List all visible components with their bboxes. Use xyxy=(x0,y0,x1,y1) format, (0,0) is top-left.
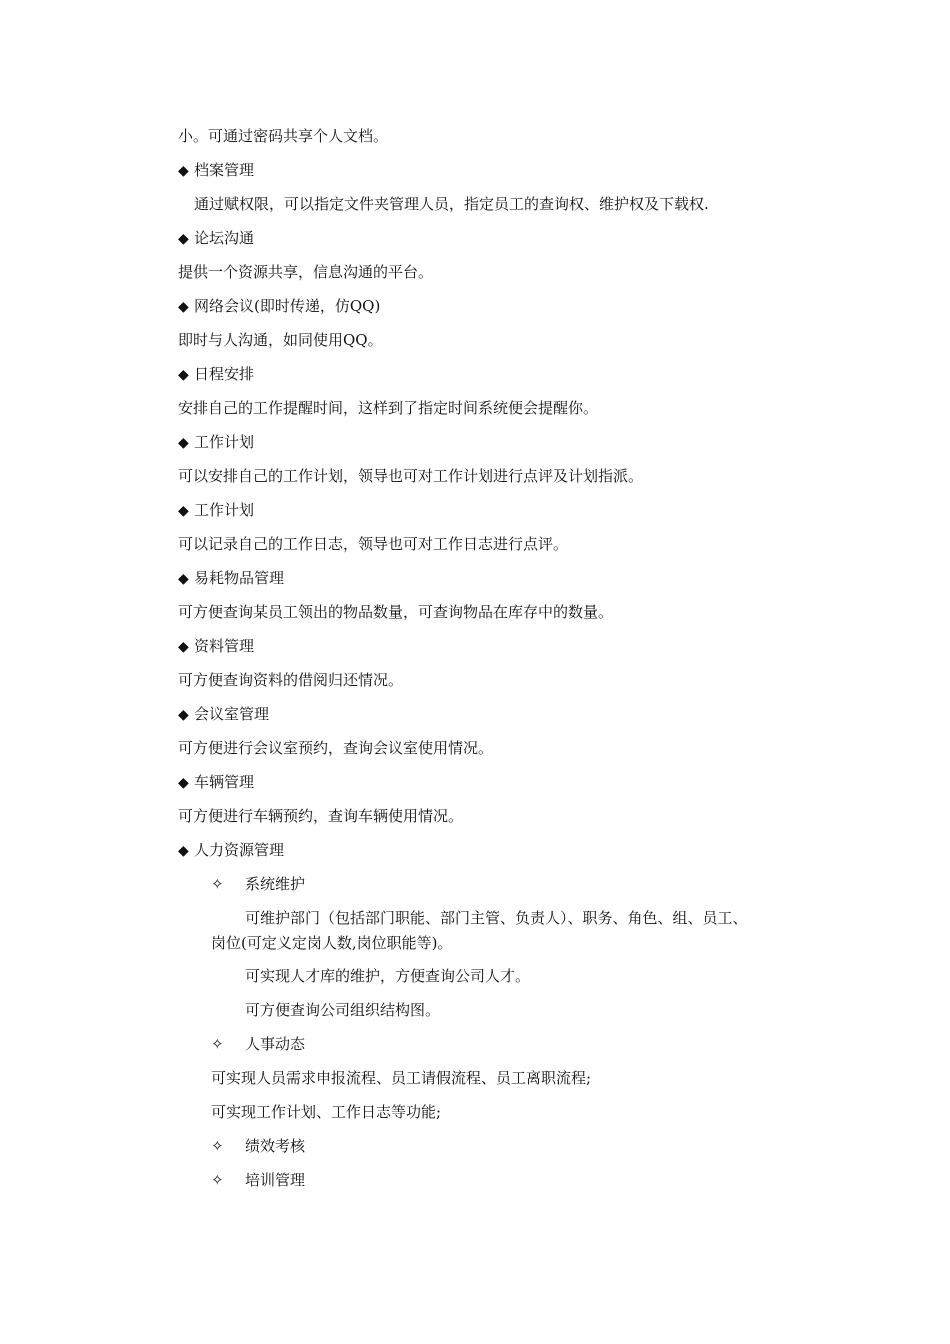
section-title: 日程安排 xyxy=(194,365,255,383)
section-desc: 可方便查询某员工领出的物品数量，可查询物品在库存中的数量。 xyxy=(178,603,614,621)
section-heading xyxy=(178,636,254,656)
subsection-title: 培训管理 xyxy=(245,1171,306,1189)
section-heading xyxy=(178,432,254,452)
section-desc: 可方便进行会议室预约，查询会议室使用情况。 xyxy=(178,739,494,757)
subsection-heading xyxy=(211,1170,305,1190)
diamond-bullet-icon: ◆ xyxy=(178,163,189,179)
section-desc: 可以记录自己的工作日志，领导也可对工作日志进行点评。 xyxy=(178,535,569,553)
diamond-bullet-icon: ◆ xyxy=(178,775,189,791)
section-heading xyxy=(178,296,380,316)
section-title: 会议室管理 xyxy=(194,705,270,723)
subsection-desc: 可实现人员需求申报流程、员工请假流程、员工离职流程; xyxy=(211,1069,592,1087)
section-heading xyxy=(178,500,254,520)
subsection-desc: 可实现工作计划、工作日志等功能; xyxy=(211,1103,442,1121)
section-title: 网络会议(即时传递，仿QQ) xyxy=(194,297,381,315)
subsection-heading xyxy=(211,1034,305,1054)
section-title: 档案管理 xyxy=(194,161,255,179)
intro-text: 小。可通过密码共享个人文档。 xyxy=(178,127,389,145)
subsection-heading xyxy=(211,874,305,894)
section-title: 工作计划 xyxy=(194,433,255,451)
section-title: 易耗物品管理 xyxy=(194,569,285,587)
subsection-desc-cont: 岗位(可定义定岗人数,岗位职能等)。 xyxy=(211,934,453,952)
diamond-bullet-icon: ◆ xyxy=(178,571,189,587)
star-bullet-icon: ✧ xyxy=(211,1171,224,1189)
section-desc: 即时与人沟通，如同使用QQ。 xyxy=(178,331,383,349)
section-heading xyxy=(178,160,254,180)
subsection-desc: 可维护部门（包括部门职能、部门主管、负责人）、职务、角色、组、员工、 xyxy=(245,909,748,927)
subsection-heading xyxy=(211,1136,305,1156)
subsection-desc: 可实现人才库的维护，方便查询公司人才。 xyxy=(245,967,531,985)
section-desc: 安排自己的工作提醒时间，这样到了指定时间系统便会提醒你。 xyxy=(178,399,599,417)
star-bullet-icon: ✧ xyxy=(211,875,224,893)
subsection-title: 人事动态 xyxy=(245,1035,306,1053)
subsection-title: 绩效考核 xyxy=(245,1137,306,1155)
section-desc: 可方便查询资料的借阅归还情况。 xyxy=(178,671,404,689)
section-heading xyxy=(178,228,254,248)
section-title: 人力资源管理 xyxy=(194,841,285,859)
section-heading xyxy=(178,840,284,860)
diamond-bullet-icon: ◆ xyxy=(178,843,189,859)
diamond-bullet-icon: ◆ xyxy=(178,367,189,383)
section-desc: 可方便进行车辆预约，查询车辆使用情况。 xyxy=(178,807,464,825)
diamond-bullet-icon: ◆ xyxy=(178,639,189,655)
star-bullet-icon: ✧ xyxy=(211,1035,224,1053)
section-desc: 提供一个资源共享，信息沟通的平台。 xyxy=(178,263,434,281)
subsection-desc: 可方便查询公司组织结构图。 xyxy=(245,1001,441,1019)
section-title: 车辆管理 xyxy=(194,773,255,791)
section-heading xyxy=(178,704,269,724)
section-desc: 可以安排自己的工作计划，领导也可对工作计划进行点评及计划指派。 xyxy=(178,467,644,485)
section-title: 工作计划 xyxy=(194,501,255,519)
section-heading xyxy=(178,772,254,792)
star-bullet-icon: ✧ xyxy=(211,1137,224,1155)
diamond-bullet-icon: ◆ xyxy=(178,503,189,519)
diamond-bullet-icon: ◆ xyxy=(178,299,189,315)
section-title: 资料管理 xyxy=(194,637,255,655)
section-title: 论坛沟通 xyxy=(194,229,255,247)
diamond-bullet-icon: ◆ xyxy=(178,231,189,247)
section-heading xyxy=(178,364,254,384)
subsection-title: 系统维护 xyxy=(245,875,306,893)
section-desc: 通过赋权限，可以指定文件夹管理人员，指定员工的查询权、维护权及下载权. xyxy=(194,195,709,213)
diamond-bullet-icon: ◆ xyxy=(178,707,189,723)
section-heading xyxy=(178,568,284,588)
diamond-bullet-icon: ◆ xyxy=(178,435,189,451)
